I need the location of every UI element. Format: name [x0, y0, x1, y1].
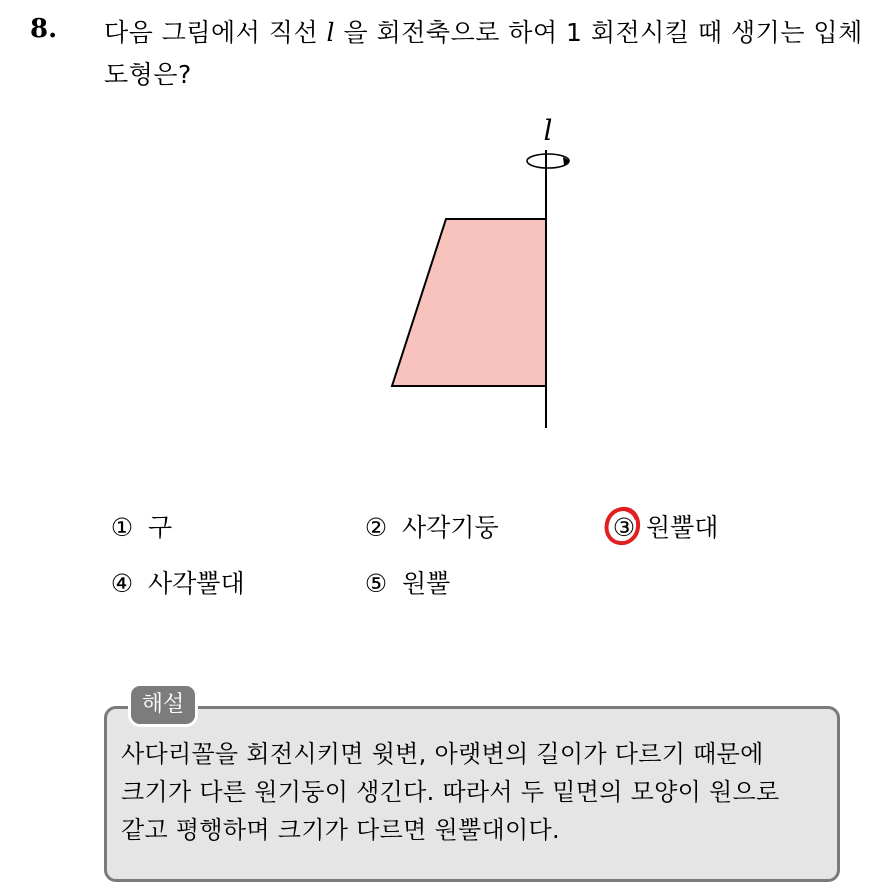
- explanation-text: [121, 735, 833, 849]
- choice-2-label: 사각기둥: [402, 513, 499, 542]
- explanation-box: [104, 706, 840, 882]
- question-text-part2: 을 회전축으로 하여 1 회전시킬 때 생기는 입체 도형은?: [104, 18, 863, 89]
- trapezoid-rotation-figure: [380, 110, 580, 440]
- explanation-line-1: 사다리꼴을 회전시키면 윗변, 아랫변의 길이가 다르기 때문에: [121, 740, 764, 768]
- choice-1-label: 구: [148, 513, 173, 542]
- choice-5-number: ⑤: [364, 569, 388, 598]
- explanation-tag: 해설: [128, 683, 198, 727]
- choice-3-number: [606, 510, 642, 546]
- choice-5[interactable]: [358, 566, 450, 602]
- choice-2-number: ②: [364, 513, 388, 542]
- choice-4[interactable]: [104, 566, 245, 602]
- choice-4-number: ④: [110, 569, 134, 598]
- question-text-part1: 다음 그림에서 직선: [104, 18, 327, 47]
- choice-3[interactable]: [606, 510, 718, 546]
- explanation-line-2: 크기가 다른 원기둥이 생긴다. 따라서 두 밑면의 모양이 원으로: [121, 778, 780, 806]
- choice-1-number: ①: [110, 513, 134, 542]
- rotation-arrow-icon: [527, 154, 569, 168]
- choice-3-number-text: ③: [612, 513, 636, 542]
- trapezoid-shape: [392, 219, 546, 386]
- question-number: 8.: [30, 14, 58, 44]
- axis-label: l: [543, 114, 553, 147]
- figure-svg: [380, 110, 580, 440]
- explanation-line-3: 같고 평행하며 크기가 다르면 원뿔대이다.: [121, 816, 560, 844]
- choice-3-label: 원뿔대: [646, 513, 719, 542]
- choice-2[interactable]: [358, 510, 499, 546]
- choice-1[interactable]: [104, 510, 172, 546]
- choice-5-label: 원뿔: [402, 569, 451, 598]
- choice-4-label: 사각뿔대: [148, 569, 245, 598]
- question-text: [104, 12, 874, 96]
- question-variable: l: [326, 18, 336, 47]
